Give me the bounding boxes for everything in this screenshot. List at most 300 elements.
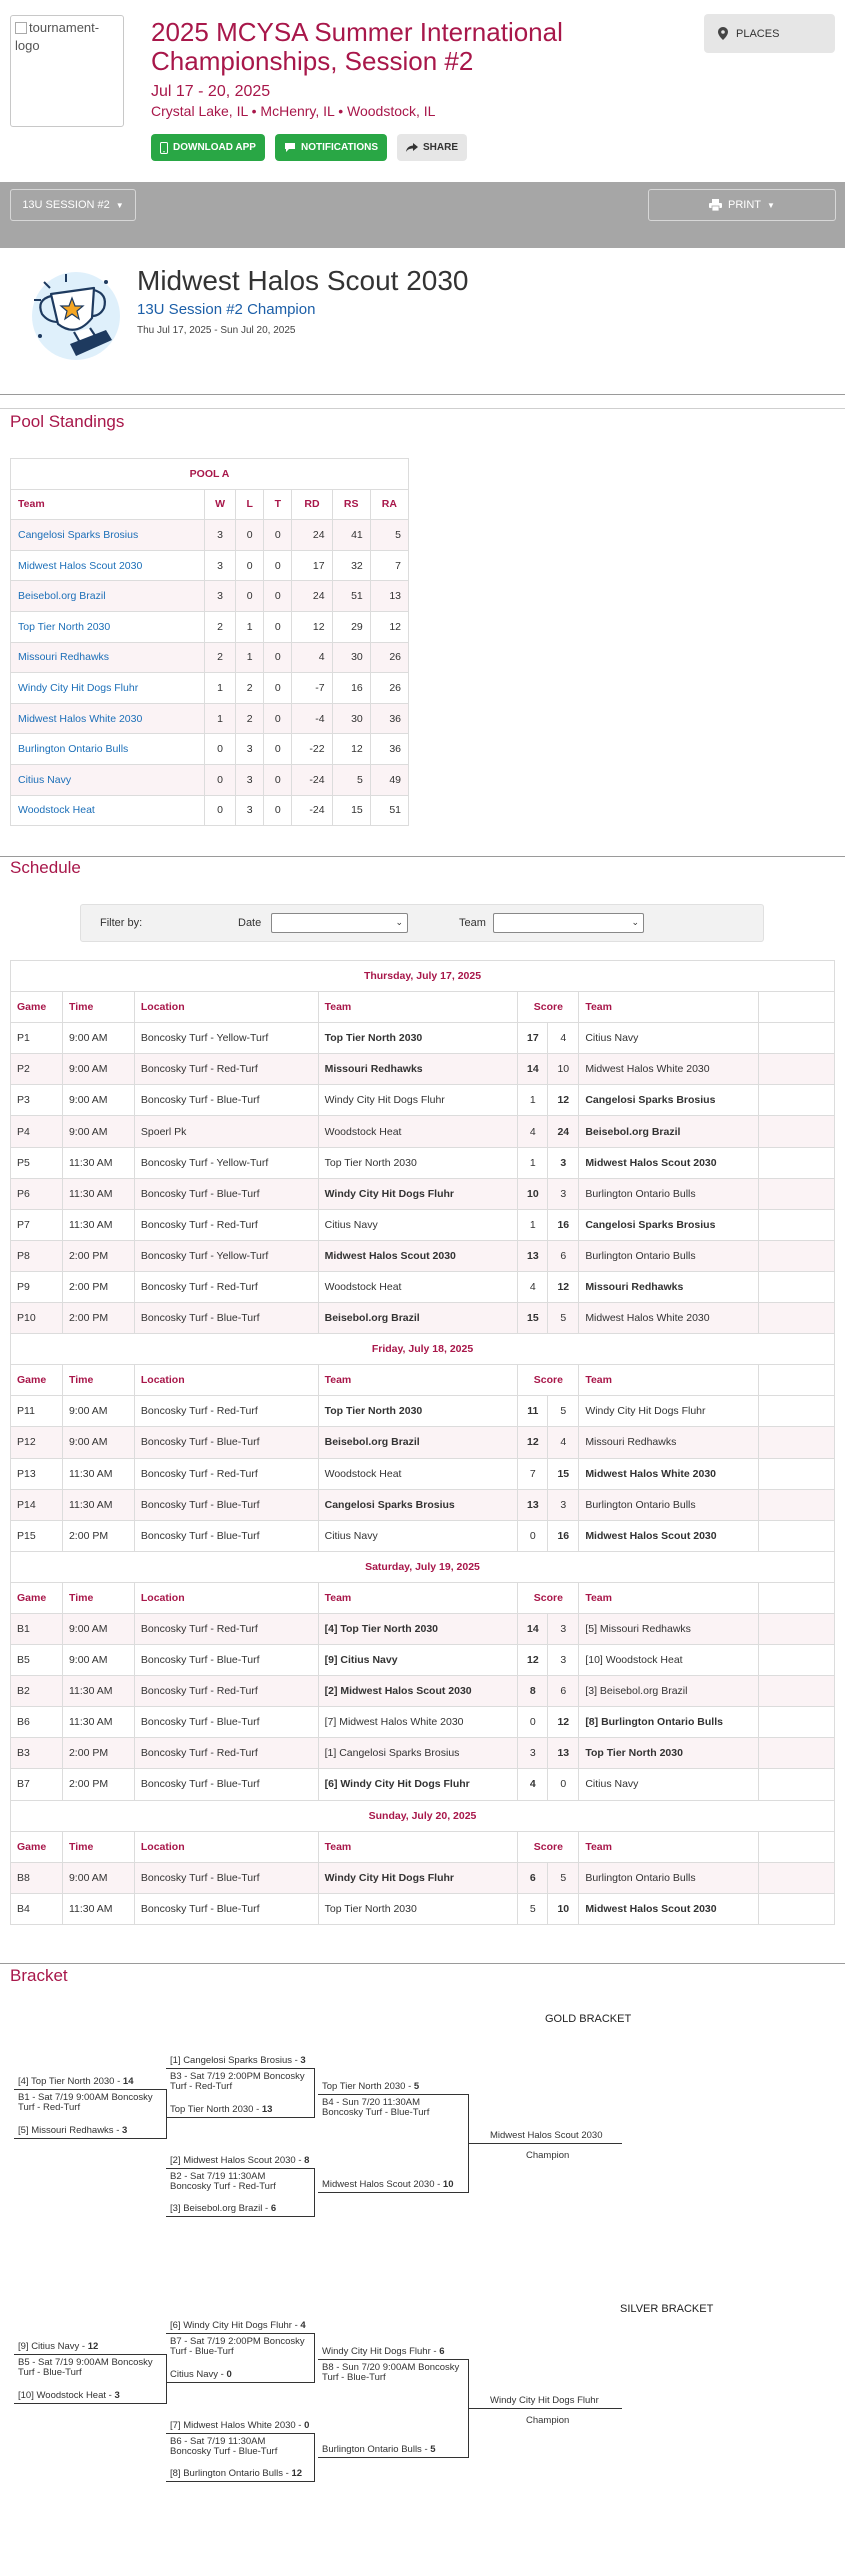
home-score: 4 (518, 1769, 548, 1800)
standings-team-link[interactable]: Citius Navy (11, 764, 205, 795)
session-dropdown[interactable] (10, 189, 136, 221)
game-time: 2:00 PM (62, 1520, 134, 1551)
col-rs: RS (332, 489, 370, 520)
standings-team-link[interactable]: Midwest Halos White 2030 (11, 703, 205, 734)
spacer-cell (759, 1676, 835, 1707)
away-score: 6 (548, 1240, 579, 1271)
away-team: Burlington Ontario Bulls (579, 1862, 759, 1893)
spacer-cell (759, 1582, 835, 1613)
standings-cell: 4 (292, 642, 332, 673)
spacer-cell (759, 1427, 835, 1458)
bracket-team-entry (18, 2391, 120, 2401)
away-score: 4 (548, 1427, 579, 1458)
home-score: 10 (518, 1178, 548, 1209)
divider (0, 856, 845, 857)
standings-cell: 26 (370, 673, 408, 704)
share-icon (406, 143, 418, 153)
standings-cell: 16 (332, 673, 370, 704)
trophy-icon (26, 266, 126, 366)
home-team: Windy City Hit Dogs Fluhr (318, 1862, 518, 1893)
standings-team-link[interactable]: Beisebol.org Brazil (11, 581, 205, 612)
col-team-away: Team (579, 1365, 759, 1396)
bracket-line (166, 2354, 167, 2404)
game-row[interactable] (11, 1769, 835, 1800)
bracket-line (166, 2068, 314, 2069)
standings-cell: 2 (236, 703, 264, 734)
tournament-logo (10, 15, 124, 127)
event-title: 2025 MCYSA Summer International Championships, Session #2 (151, 17, 563, 76)
spacer-cell (759, 1458, 835, 1489)
bracket-team-entry (18, 2126, 127, 2136)
spacer-cell (759, 1645, 835, 1676)
game-row[interactable] (11, 1240, 835, 1271)
col-location: Location (134, 1582, 318, 1613)
standings-cell: 51 (370, 795, 408, 826)
standings-cell: -22 (292, 734, 332, 765)
game-location: Boncosky Turf - Red-Turf (134, 1054, 318, 1085)
game-row[interactable] (11, 1458, 835, 1489)
col-score: Score (518, 1831, 579, 1862)
game-row[interactable] (11, 1147, 835, 1178)
home-score: 4 (518, 1116, 548, 1147)
game-row[interactable] (11, 1209, 835, 1240)
print-label: PRINT (728, 199, 762, 211)
standings-cell: 0 (264, 795, 292, 826)
game-location: Boncosky Turf - Blue-Turf (134, 1645, 318, 1676)
standings-team-link[interactable]: Woodstock Heat (11, 795, 205, 826)
game-row[interactable] (11, 1396, 835, 1427)
home-team: Windy City Hit Dogs Fluhr (318, 1085, 518, 1116)
spacer-cell (759, 1303, 835, 1334)
standings-cell: 0 (264, 550, 292, 581)
game-time: 11:30 AM (62, 1209, 134, 1240)
bracket-team-entry (322, 2347, 444, 2357)
home-score: 13 (518, 1240, 548, 1271)
logo-alt-text: tournament-logo (15, 20, 100, 53)
game-location: Boncosky Turf - Blue-Turf (134, 1707, 318, 1738)
standings-row (11, 764, 409, 795)
home-score: 15 (518, 1303, 548, 1334)
game-id: P8 (11, 1240, 63, 1271)
col-game: Game (11, 1582, 63, 1613)
spacer-cell (759, 1209, 835, 1240)
bracket-line (166, 2117, 314, 2118)
bracket-team-score: 12 (87, 2341, 99, 2352)
bracket-line (314, 2168, 315, 2217)
share-label: SHARE (423, 142, 459, 153)
away-team: Burlington Ontario Bulls (579, 1240, 759, 1271)
game-row[interactable] (11, 1271, 835, 1302)
home-team: Beisebol.org Brazil (318, 1427, 518, 1458)
game-id: B4 (11, 1893, 63, 1924)
bracket-team-score: 3 (114, 2390, 120, 2401)
away-score: 5 (548, 1396, 579, 1427)
standings-team-link[interactable]: Windy City Hit Dogs Fluhr (11, 673, 205, 704)
home-team: Citius Navy (318, 1209, 518, 1240)
home-score: 1 (518, 1085, 548, 1116)
schedule-title: Schedule (10, 858, 81, 877)
game-time: 11:30 AM (62, 1178, 134, 1209)
bracket-line (468, 2143, 622, 2144)
col-score: Score (518, 1365, 579, 1396)
standings-row (11, 550, 409, 581)
standings-row (11, 520, 409, 551)
spacer-cell (759, 1271, 835, 1302)
share-button[interactable] (397, 134, 467, 161)
bracket-team-entry (170, 2421, 309, 2431)
bracket-champion: Midwest Halos Scout 2030 (490, 2130, 603, 2141)
standings-cell: 0 (264, 734, 292, 765)
game-id: B7 (11, 1769, 63, 1800)
game-location: Boncosky Turf - Yellow-Turf (134, 1240, 318, 1271)
away-team: Midwest Halos Scout 2030 (579, 1520, 759, 1551)
divider (0, 408, 845, 409)
away-score: 16 (548, 1209, 579, 1240)
game-time: 9:00 AM (62, 1085, 134, 1116)
home-score: 6 (518, 1862, 548, 1893)
bracket-champion: Windy City Hit Dogs Fluhr (490, 2395, 599, 2406)
home-team: [9] Citius Navy (318, 1645, 518, 1676)
bracket-game-info: B2 - Sat 7/19 11:30AM Boncosky Turf - Red-Turf (170, 2171, 276, 2192)
game-time: 11:30 AM (62, 1489, 134, 1520)
away-team: Windy City Hit Dogs Fluhr (579, 1396, 759, 1427)
away-team: Midwest Halos White 2030 (579, 1054, 759, 1085)
away-score: 4 (548, 1023, 579, 1054)
standings-cell: 0 (204, 795, 235, 826)
bracket-line (166, 2481, 314, 2482)
standings-cell: 5 (332, 764, 370, 795)
bracket-team-score: 6 (439, 2346, 445, 2357)
away-score: 12 (548, 1707, 579, 1738)
caret-down-icon: ▼ (767, 200, 775, 210)
event-locations: Crystal Lake, IL • McHenry, IL • Woodstock, IL (151, 103, 436, 119)
bracket-team-score: 6 (270, 2203, 277, 2214)
home-score: 3 (518, 1738, 548, 1769)
home-team: Midwest Halos Scout 2030 (318, 1240, 518, 1271)
bracket-team-entry (170, 2056, 306, 2066)
col-team: Team (318, 992, 518, 1023)
game-location: Boncosky Turf - Red-Turf (134, 1458, 318, 1489)
bracket-line (166, 2382, 314, 2383)
home-team: Top Tier North 2030 (318, 1147, 518, 1178)
standings-cell: 0 (204, 734, 235, 765)
col-team: Team (318, 1831, 518, 1862)
bracket-team-entry (18, 2342, 98, 2352)
places-button[interactable] (704, 14, 835, 53)
notifications-button[interactable] (275, 134, 387, 161)
bracket-team-name: Top Tier North 2030 - (322, 2081, 414, 2092)
game-id: B3 (11, 1738, 63, 1769)
game-row[interactable] (11, 1023, 835, 1054)
bracket-line (318, 2359, 468, 2360)
home-team: Beisebol.org Brazil (318, 1303, 518, 1334)
home-score: 4 (518, 1271, 548, 1302)
bracket-team-entry (170, 2370, 232, 2380)
game-row[interactable] (11, 1427, 835, 1458)
home-team: Top Tier North 2030 (318, 1893, 518, 1924)
bracket-team-score: 4 (300, 2320, 306, 2331)
standings-team-link[interactable]: Cangelosi Sparks Brosius (11, 520, 205, 551)
bracket-team-entry (170, 2105, 272, 2115)
spacer-cell (759, 1365, 835, 1396)
game-time: 11:30 AM (62, 1458, 134, 1489)
standings-team-link[interactable]: Top Tier North 2030 (11, 611, 205, 642)
home-team: Windy City Hit Dogs Fluhr (318, 1178, 518, 1209)
standings-cell: 29 (332, 611, 370, 642)
spacer-cell (759, 1613, 835, 1644)
game-row[interactable] (11, 1862, 835, 1893)
bracket-team-name: [6] Windy City Hit Dogs Fluhr - (170, 2320, 301, 2331)
away-score: 10 (548, 1893, 579, 1924)
col-team-away: Team (579, 992, 759, 1023)
spacer-cell (759, 1054, 835, 1085)
bracket-team-score: 3 (122, 2125, 128, 2136)
standings-cell: 12 (332, 734, 370, 765)
bracket-team-entry (170, 2321, 306, 2331)
standings-cell: 1 (204, 703, 235, 734)
bracket-team-name: [9] Citius Navy - (18, 2341, 88, 2352)
standings-cell: 5 (370, 520, 408, 551)
standings-cell: 49 (370, 764, 408, 795)
standings-cell: 0 (264, 611, 292, 642)
bracket-team-entry (170, 2204, 276, 2214)
bracket-line (166, 2216, 314, 2217)
standings-row (11, 581, 409, 612)
standings-cell: -4 (292, 703, 332, 734)
bracket-team-name: [1] Cangelosi Sparks Brosius - (170, 2055, 301, 2066)
print-dropdown[interactable] (648, 189, 836, 221)
standings-team-link[interactable]: Midwest Halos Scout 2030 (11, 550, 205, 581)
standings-cell: 0 (236, 520, 264, 551)
col-time: Time (62, 1582, 134, 1613)
caret-down-icon: ▼ (115, 200, 124, 210)
game-row[interactable] (11, 1676, 835, 1707)
bracket-team-entry (170, 2156, 309, 2166)
game-row[interactable] (11, 1085, 835, 1116)
standings-cell: 0 (264, 642, 292, 673)
column-header-row (11, 1365, 835, 1396)
away-score: 12 (548, 1085, 579, 1116)
standings-cell: 1 (236, 611, 264, 642)
away-score: 3 (548, 1613, 579, 1644)
standings-cell: 36 (370, 734, 408, 765)
game-id: P14 (11, 1489, 63, 1520)
home-team: Top Tier North 2030 (318, 1023, 518, 1054)
standings-row (11, 795, 409, 826)
away-team: Cangelosi Sparks Brosius (579, 1085, 759, 1116)
team-filter-select[interactable] (493, 913, 644, 933)
col-ra: RA (370, 489, 408, 520)
away-team: Midwest Halos Scout 2030 (579, 1147, 759, 1178)
standings-cell: 0 (236, 550, 264, 581)
bracket-line (14, 2403, 166, 2404)
chevron-down-icon: ⌄ (395, 917, 403, 927)
bracket-game-info: B1 - Sat 7/19 9:00AM Boncosky Turf - Red-Turf (18, 2092, 153, 2113)
standings-cell: 2 (204, 611, 235, 642)
standings-cell: -24 (292, 764, 332, 795)
game-location: Spoerl Pk (134, 1116, 318, 1147)
home-score: 7 (518, 1458, 548, 1489)
bracket-team-name: Midwest Halos Scout 2030 - (322, 2179, 443, 2190)
game-id: B6 (11, 1707, 63, 1738)
spacer-cell (759, 1178, 835, 1209)
game-row[interactable] (11, 1738, 835, 1769)
bracket-title: Bracket (10, 1966, 68, 1985)
away-score: 3 (548, 1489, 579, 1520)
standings-cell: 0 (264, 703, 292, 734)
home-team: [4] Top Tier North 2030 (318, 1613, 518, 1644)
bracket-line (318, 2192, 468, 2193)
away-team: [8] Burlington Ontario Bulls (579, 1707, 759, 1738)
game-id: P7 (11, 1209, 63, 1240)
map-pin-icon (718, 27, 728, 40)
standings-cell: 32 (332, 550, 370, 581)
event-date-range: Jul 17 - 20, 2025 (151, 83, 271, 100)
standings-cell: 41 (332, 520, 370, 551)
away-team: Cangelosi Sparks Brosius (579, 1209, 759, 1240)
bracket-line (318, 2457, 468, 2458)
spacer-cell (759, 1520, 835, 1551)
standings-cell: 13 (370, 581, 408, 612)
game-id: P15 (11, 1520, 63, 1551)
bracket-team-entry (322, 2082, 419, 2092)
filter-label: Filter by: (100, 917, 143, 929)
game-id: B1 (11, 1613, 63, 1644)
bracket-team-name: Burlington Ontario Bulls - (322, 2444, 431, 2455)
game-row[interactable] (11, 1645, 835, 1676)
game-row[interactable] (11, 1489, 835, 1520)
home-score: 1 (518, 1147, 548, 1178)
away-team: Missouri Redhawks (579, 1271, 759, 1302)
game-row[interactable] (11, 1893, 835, 1924)
game-id: P10 (11, 1303, 63, 1334)
schedule-filter (80, 904, 764, 942)
game-row[interactable] (11, 1707, 835, 1738)
home-score: 13 (518, 1489, 548, 1520)
standings-cell: 3 (236, 734, 264, 765)
bracket-line (314, 2433, 315, 2482)
day-label: Sunday, July 20, 2025 (11, 1800, 835, 1831)
game-time: 2:00 PM (62, 1303, 134, 1334)
bracket-team-name: [5] Missouri Redhawks - (18, 2125, 123, 2136)
bracket-line (468, 2408, 622, 2409)
away-score: 6 (548, 1676, 579, 1707)
col-team: Team (11, 489, 205, 520)
home-score: 0 (518, 1520, 548, 1551)
game-row[interactable] (11, 1178, 835, 1209)
game-row[interactable] (11, 1303, 835, 1334)
col-team: Team (318, 1582, 518, 1613)
away-score: 3 (548, 1178, 579, 1209)
away-team: [3] Beisebol.org Brazil (579, 1676, 759, 1707)
home-score: 0 (518, 1707, 548, 1738)
spacer-cell (759, 992, 835, 1023)
date-filter-select[interactable] (271, 913, 408, 933)
notifications-label: NOTIFICATIONS (300, 142, 378, 153)
game-time: 9:00 AM (62, 1427, 134, 1458)
home-team: [1] Cangelosi Sparks Brosius (318, 1738, 518, 1769)
col-game: Game (11, 1831, 63, 1862)
standings-cell: 0 (264, 520, 292, 551)
printer-icon (709, 199, 722, 211)
col-team-away: Team (579, 1582, 759, 1613)
game-id: P4 (11, 1116, 63, 1147)
game-time: 9:00 AM (62, 1023, 134, 1054)
game-row[interactable] (11, 1520, 835, 1551)
bracket-line (166, 2333, 314, 2334)
standings-cell: 2 (204, 642, 235, 673)
game-time: 9:00 AM (62, 1396, 134, 1427)
standings-cell: 3 (204, 520, 235, 551)
chevron-down-icon: ⌄ (631, 917, 639, 927)
game-time: 11:30 AM (62, 1893, 134, 1924)
away-score: 3 (548, 1645, 579, 1676)
game-time: 9:00 AM (62, 1645, 134, 1676)
away-team: [10] Woodstock Heat (579, 1645, 759, 1676)
home-score: 11 (518, 1396, 548, 1427)
game-location: Boncosky Turf - Red-Turf (134, 1676, 318, 1707)
home-team: Missouri Redhawks (318, 1054, 518, 1085)
home-score: 14 (518, 1613, 548, 1644)
team-title: 13U Session #2 Champion (137, 301, 316, 318)
game-row[interactable] (11, 1116, 835, 1147)
team-filter-label: Team (459, 917, 486, 929)
standings-team-link[interactable]: Burlington Ontario Bulls (11, 734, 205, 765)
standings-cell: 30 (332, 703, 370, 734)
bracket-game-info: B8 - Sun 7/20 9:00AM Boncosky Turf - Blue-Turf (322, 2362, 460, 2383)
bracket-line (166, 2433, 314, 2434)
game-id: P5 (11, 1147, 63, 1178)
standings-team-link[interactable]: Missouri Redhawks (11, 642, 205, 673)
standings-table (10, 458, 409, 826)
comment-icon (284, 142, 296, 153)
bracket-team-score: 5 (430, 2444, 436, 2455)
home-score: 12 (518, 1645, 548, 1676)
download-app-button[interactable] (151, 134, 265, 161)
standings-cell: -24 (292, 795, 332, 826)
game-id: B5 (11, 1645, 63, 1676)
away-team: Midwest Halos Scout 2030 (579, 1893, 759, 1924)
pool-standings-title: Pool Standings (10, 412, 125, 431)
game-location: Boncosky Turf - Blue-Turf (134, 1893, 318, 1924)
bracket-team-name: [8] Burlington Ontario Bulls - (170, 2468, 292, 2479)
home-team: [6] Windy City Hit Dogs Fluhr (318, 1769, 518, 1800)
spacer-cell (759, 1240, 835, 1271)
column-header-row (11, 992, 835, 1023)
game-location: Boncosky Turf - Yellow-Turf (134, 1147, 318, 1178)
game-row[interactable] (11, 1054, 835, 1085)
bracket-game-info: B6 - Sat 7/19 11:30AM Boncosky Turf - Blue-Turf (170, 2436, 278, 2457)
col-game: Game (11, 1365, 63, 1396)
bracket-line (14, 2089, 166, 2090)
spacer-cell (759, 1893, 835, 1924)
game-location: Boncosky Turf - Blue-Turf (134, 1520, 318, 1551)
champion-label: Champion (526, 2150, 570, 2161)
away-score: 0 (548, 1769, 579, 1800)
standings-cell: -7 (292, 673, 332, 704)
standings-cell: 36 (370, 703, 408, 734)
bracket-line (14, 2354, 166, 2355)
col-location: Location (134, 1831, 318, 1862)
col-team: Team (318, 1365, 518, 1396)
game-row[interactable] (11, 1613, 835, 1644)
away-score: 5 (548, 1862, 579, 1893)
col-t: T (264, 489, 292, 520)
game-time: 2:00 PM (62, 1271, 134, 1302)
standings-cell: 3 (204, 550, 235, 581)
standings-cell: 0 (264, 673, 292, 704)
home-team: Top Tier North 2030 (318, 1396, 518, 1427)
